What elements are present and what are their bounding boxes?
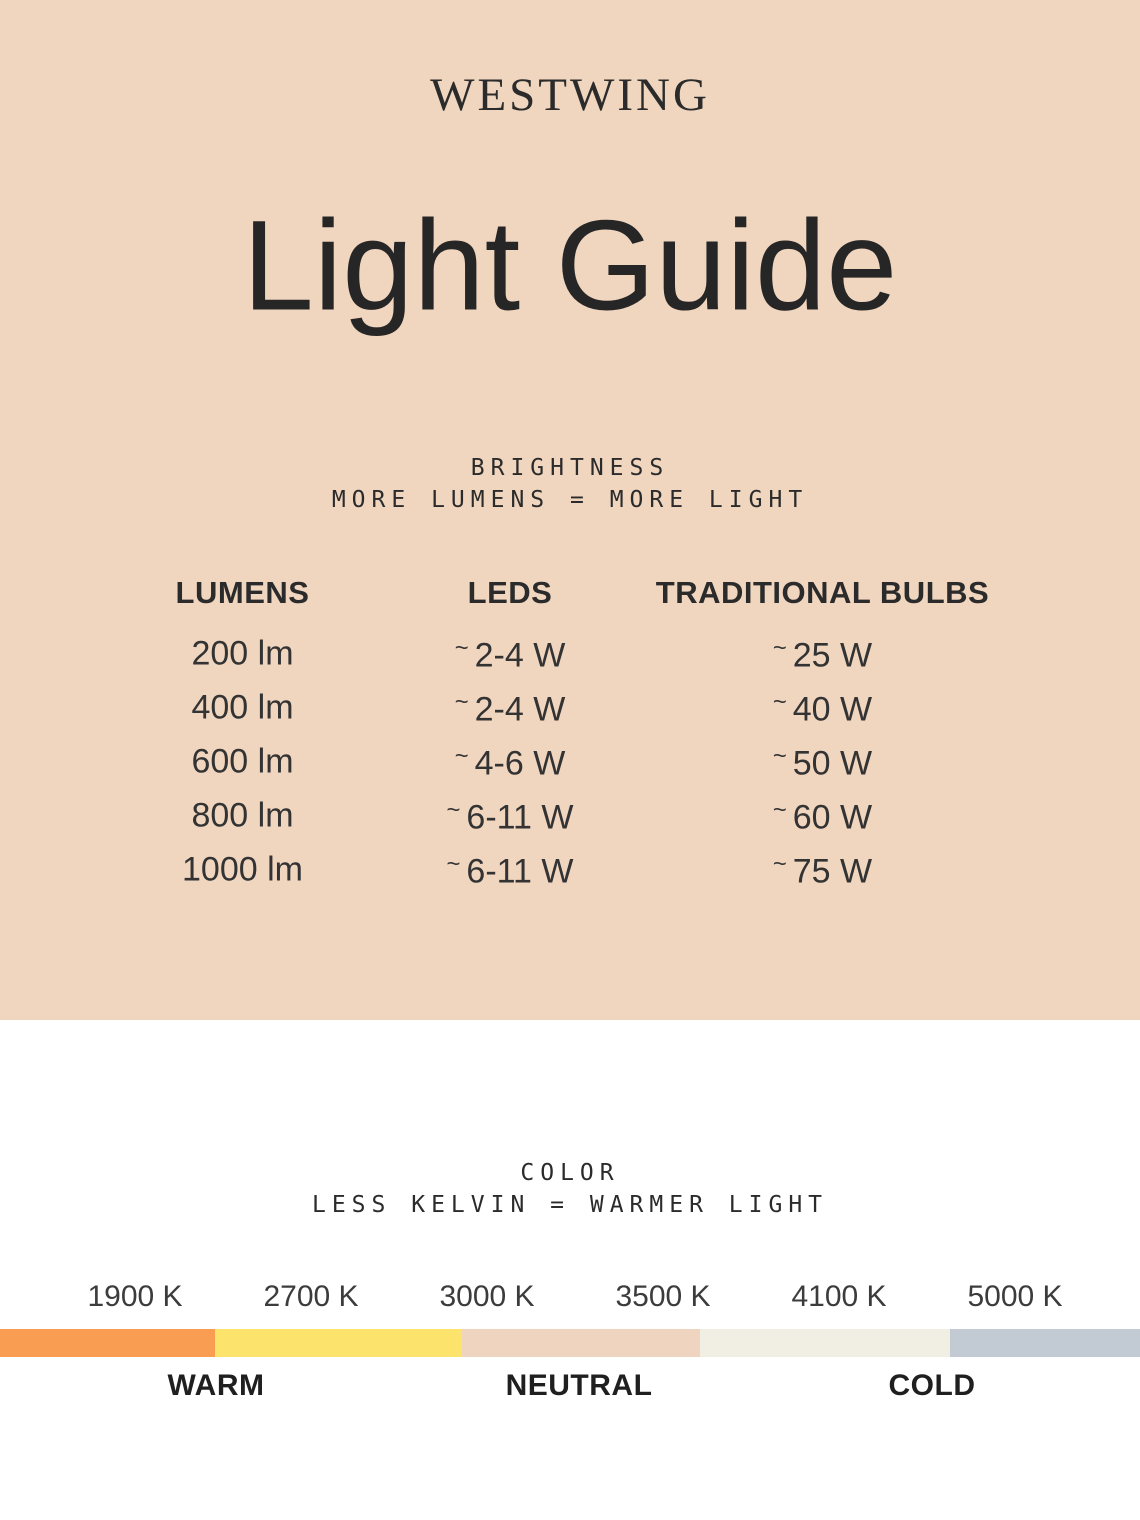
- table-row: [120, 635, 990, 676]
- approx-tilde: ~: [446, 796, 461, 824]
- temp-label-cold: COLD: [888, 1369, 976, 1402]
- bar-segment-neutral-beige: [462, 1329, 700, 1357]
- brightness-subheading: MORE LUMENS = MORE LIGHT: [331, 487, 809, 513]
- led-watt-cell: ~ 6-11 W: [446, 850, 574, 891]
- bar-segment-warm-yellow: [215, 1329, 462, 1357]
- approx-tilde: ~: [772, 796, 787, 824]
- approx-tilde: ~: [454, 742, 469, 770]
- table-row: [120, 743, 990, 784]
- approx-tilde: ~: [772, 688, 787, 716]
- brightness-heading: BRIGHTNESS: [470, 455, 670, 481]
- lumens-cell: 1000 lm: [182, 850, 303, 889]
- bar-segment-cold-bluegray: [950, 1329, 1140, 1357]
- column-header-lumens: LUMENS: [175, 575, 310, 610]
- color-section: [0, 1020, 1140, 1520]
- table-row: [120, 797, 990, 838]
- kelvin-scale-labels: [47, 1280, 1103, 1314]
- color-heading: COLOR: [520, 1160, 620, 1186]
- color-temperature-bar: [0, 1329, 1140, 1357]
- kelvin-label: 1900 K: [87, 1280, 183, 1313]
- lumens-cell: 400 lm: [191, 688, 294, 727]
- bar-segment-neutral-cream: [700, 1329, 950, 1357]
- approx-tilde: ~: [772, 742, 787, 770]
- bar-segment-warm-orange: [0, 1329, 215, 1357]
- lumens-cell: 600 lm: [191, 742, 294, 781]
- led-watt-cell: ~ 2-4 W: [454, 634, 566, 675]
- lumens-cell: 800 lm: [191, 796, 294, 835]
- temp-label-neutral: NEUTRAL: [505, 1369, 653, 1402]
- page-title: Light Guide: [242, 194, 898, 338]
- table-row: [120, 689, 990, 730]
- bulb-watt-cell: ~ 50 W: [772, 742, 873, 783]
- column-header-traditional-bulbs: TRADITIONAL BULBS: [655, 575, 990, 610]
- bulb-watt-cell: ~ 40 W: [772, 688, 873, 729]
- approx-tilde: ~: [454, 634, 469, 662]
- approx-tilde: ~: [446, 850, 461, 878]
- bulb-watt-cell: ~ 25 W: [772, 634, 873, 675]
- bulb-watt-cell: ~ 75 W: [772, 850, 873, 891]
- temp-label-warm: WARM: [167, 1369, 265, 1402]
- kelvin-label: 3000 K: [439, 1280, 535, 1313]
- lumens-cell: 200 lm: [191, 634, 294, 673]
- bulb-watt-cell: ~ 60 W: [772, 796, 873, 837]
- table-row: [120, 851, 990, 892]
- kelvin-label: 3500 K: [615, 1280, 711, 1313]
- approx-tilde: ~: [772, 634, 787, 662]
- approx-tilde: ~: [454, 688, 469, 716]
- lumens-table-header: [120, 575, 990, 611]
- approx-tilde: ~: [772, 850, 787, 878]
- kelvin-label: 2700 K: [263, 1280, 359, 1313]
- kelvin-label: 5000 K: [967, 1280, 1063, 1313]
- column-header-leds: LEDS: [467, 575, 553, 610]
- led-watt-cell: ~ 6-11 W: [446, 796, 574, 837]
- kelvin-label: 4100 K: [791, 1280, 887, 1313]
- brand-logo: WESTWING: [430, 69, 710, 121]
- led-watt-cell: ~ 2-4 W: [454, 688, 566, 729]
- led-watt-cell: ~ 4-6 W: [454, 742, 566, 783]
- color-subheading: LESS KELVIN = WARMER LIGHT: [311, 1192, 829, 1218]
